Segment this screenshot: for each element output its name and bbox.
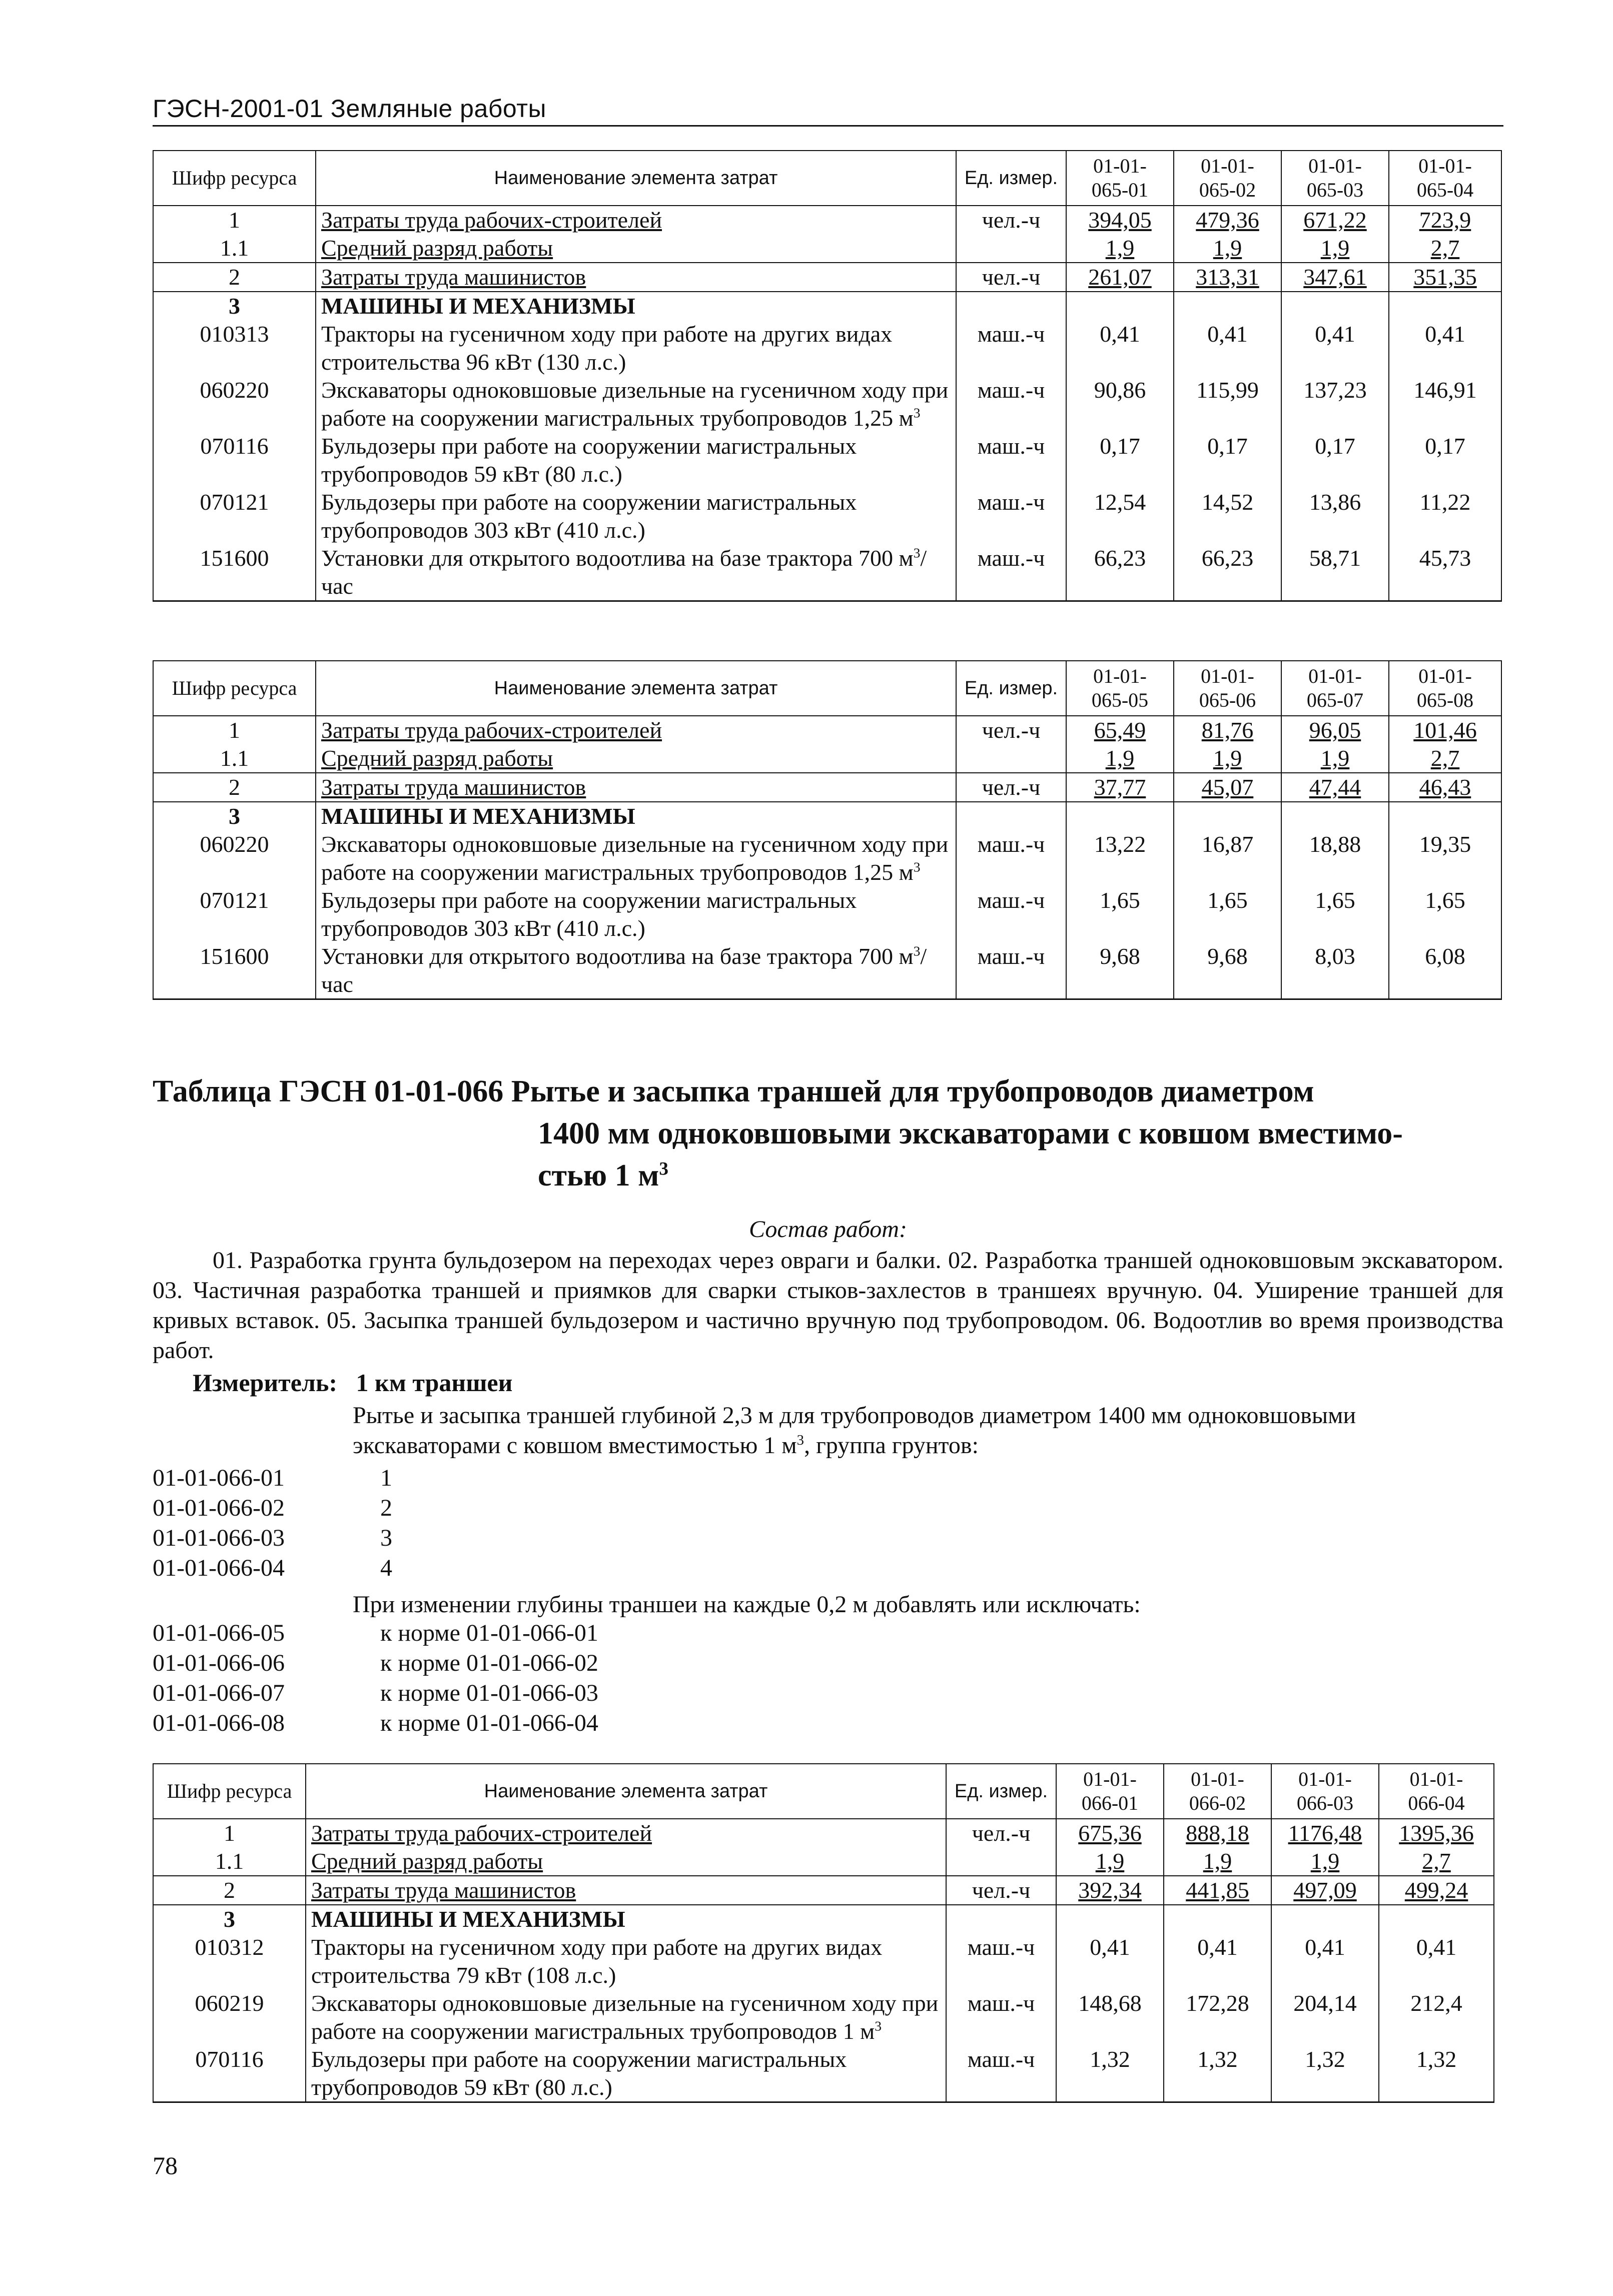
cell-value: 45,07 [1174, 773, 1281, 802]
header-norm-1: 01-01- 065-01 [1066, 151, 1174, 206]
cell-unit: маш.-ч [946, 1933, 1056, 1989]
cell-unit: маш.-ч [956, 376, 1066, 432]
cell-value: 19,35 [1389, 830, 1501, 886]
cell-value: 12,54 [1066, 488, 1174, 544]
cell-value: 0,41 [1174, 320, 1281, 376]
norm-value: к норме 01-01-066-03 [380, 1680, 598, 1706]
cell-name: Тракторы на гусеничном ходу при работе на других видах строительства 79 кВт (108 л.с.) [306, 1933, 946, 1989]
cell-code: 3 [153, 802, 316, 830]
header-norm-3: 01-01- 065-03 [1281, 151, 1389, 206]
cell-code: 1.1 [153, 744, 316, 773]
cell-name: Затраты труда рабочих-строителей [306, 1819, 946, 1847]
cell-value: 1,9 [1066, 744, 1174, 773]
norm-row [153, 1553, 392, 1583]
cell-code: 070116 [153, 432, 316, 488]
cell-value: 1,65 [1066, 886, 1174, 942]
cell-value: 81,76 [1174, 716, 1281, 744]
cell-value: 0,41 [1281, 320, 1389, 376]
cell-name: Средний разряд работы [316, 234, 956, 263]
cell-code: 070121 [153, 886, 316, 942]
header-rule [153, 125, 1503, 127]
cell-value: 441,85 [1164, 1876, 1271, 1905]
table-row [153, 1819, 1494, 1847]
cell-value: 888,18 [1164, 1819, 1271, 1847]
cell-unit: маш.-ч [956, 830, 1066, 886]
cell-value: 66,23 [1174, 544, 1281, 601]
cell-value: 1,32 [1379, 2045, 1494, 2102]
cell-name: Экскаваторы одноковшовые дизельные на гусеничном ходу при работе на сооружении магистральных трубопроводов 1,25 $м^3$ [316, 830, 956, 886]
cell-value: 1,9 [1164, 1847, 1271, 1876]
table-row [153, 292, 1501, 320]
cell-value: 6,08 [1389, 942, 1501, 999]
header-name: Наименование элемента затрат [316, 151, 956, 206]
cell-value [1281, 292, 1389, 320]
cell-value: 261,07 [1066, 263, 1174, 292]
cell-value: 115,99 [1174, 376, 1281, 432]
cell-name: Установки для открытого водоотлива на базе трактора 700 $м^3$/час [316, 544, 956, 601]
cell-value: 137,23 [1281, 376, 1389, 432]
cell-name: Экскаваторы одноковшовые дизельные на гусеничном ходу при работе на сооружении магистральных трубопроводов 1 $м^3$ [306, 1989, 946, 2045]
cell-value: 1,9 [1271, 1847, 1379, 1876]
cell-value: 1176,48 [1271, 1819, 1379, 1847]
header-norm-4: 01-01- 065-08 [1389, 661, 1501, 716]
cell-value [1066, 292, 1174, 320]
cell-code: 3 [153, 1905, 306, 1933]
cell-unit [946, 1905, 1056, 1933]
table-row [153, 802, 1501, 830]
cell-value: 2,7 [1389, 744, 1501, 773]
cell-value: 1,9 [1281, 744, 1389, 773]
cell-value: 2,7 [1389, 234, 1501, 263]
norm-row [153, 1523, 392, 1553]
cell-value: 1395,36 [1379, 1819, 1494, 1847]
table-row [153, 376, 1501, 432]
header-name: Наименование элемента затрат [306, 1764, 946, 1819]
cell-name: Экскаваторы одноковшовые дизельные на гусеничном ходу при работе на сооружении магистральных трубопроводов 1,25 $м^3$ [316, 376, 956, 432]
norm-add-instruction: При изменении глубины траншеи на каждые 0,2 м добавлять или исключать: [353, 1591, 1141, 1618]
cell-value [1379, 1905, 1494, 1933]
cell-unit: маш.-ч [956, 942, 1066, 999]
header-norm-3: 01-01- 065-07 [1281, 661, 1389, 716]
cell-value: 1,65 [1281, 886, 1389, 942]
table-row [153, 773, 1501, 802]
table-row [153, 1876, 1494, 1905]
cell-value: 66,23 [1066, 544, 1174, 601]
norm-code: 01-01-066-08 [153, 1710, 285, 1736]
cell-value: 394,05 [1066, 206, 1174, 234]
cell-value: 90,86 [1066, 376, 1174, 432]
cell-value: 1,9 [1066, 234, 1174, 263]
cell-value: 14,52 [1174, 488, 1281, 544]
table-row [153, 432, 1501, 488]
cell-value [1066, 802, 1174, 830]
cell-name: Затраты труда машинистов [316, 263, 956, 292]
cell-code: 1 [153, 1819, 306, 1847]
cell-value: 8,03 [1281, 942, 1389, 999]
table-row [153, 488, 1501, 544]
cell-unit: маш.-ч [956, 886, 1066, 942]
table-row [153, 886, 1501, 942]
cell-value: 9,68 [1174, 942, 1281, 999]
cell-value: 1,9 [1056, 1847, 1164, 1876]
cell-code: 070116 [153, 2045, 306, 2102]
cell-unit: чел.-ч [956, 773, 1066, 802]
table-row [153, 744, 1501, 773]
cell-name: Бульдозеры при работе на сооружении магистральных трубопроводов 303 кВт (410 л.с.) [316, 886, 956, 942]
header-unit: Ед. измер. [956, 661, 1066, 716]
cell-code: 1 [153, 206, 316, 234]
cell-value: 392,34 [1056, 1876, 1164, 1905]
cell-value: 347,61 [1281, 263, 1389, 292]
cell-value: 1,32 [1271, 2045, 1379, 2102]
cell-unit: чел.-ч [946, 1876, 1056, 1905]
cell-value: 675,36 [1056, 1819, 1164, 1847]
cell-name: Бульдозеры при работе на сооружении магистральных трубопроводов 59 кВт (80 л.с.) [306, 2045, 946, 2102]
header-norm-3: 01-01- 066-03 [1271, 1764, 1379, 1819]
header-norm-2: 01-01- 066-02 [1164, 1764, 1271, 1819]
cell-value: 58,71 [1281, 544, 1389, 601]
running-title: ГЭСН-2001-01 Земляные работы [153, 95, 546, 123]
measure-unit: Измеритель: 1 км траншеи [193, 1369, 513, 1397]
header-norm-4: 01-01- 066-04 [1379, 1764, 1494, 1819]
table-row [153, 830, 1501, 886]
norm-value: 2 [380, 1495, 392, 1521]
norm-value: к норме 01-01-066-02 [380, 1650, 598, 1676]
cell-unit [946, 1847, 1056, 1876]
header-norm-4: 01-01- 065-04 [1389, 151, 1501, 206]
cell-value [1281, 802, 1389, 830]
cell-value: 0,17 [1389, 432, 1501, 488]
cell-value: 148,68 [1056, 1989, 1164, 2045]
cell-unit: маш.-ч [946, 1989, 1056, 2045]
norm-row [153, 1708, 598, 1738]
cell-value: 1,65 [1174, 886, 1281, 942]
cell-value: 1,9 [1281, 234, 1389, 263]
norm-code: 01-01-066-01 [153, 1465, 285, 1491]
cell-value: 47,44 [1281, 773, 1389, 802]
cell-value [1389, 802, 1501, 830]
norm-code: 01-01-066-06 [153, 1650, 285, 1676]
cell-value: 18,88 [1281, 830, 1389, 886]
cell-value: 96,05 [1281, 716, 1389, 744]
norm-value: к норме 01-01-066-01 [380, 1620, 598, 1646]
cell-value: 146,91 [1389, 376, 1501, 432]
header-norm-2: 01-01- 065-06 [1174, 661, 1281, 716]
cell-value: 212,4 [1379, 1989, 1494, 2045]
header-unit: Ед. измер. [956, 151, 1066, 206]
cell-unit: маш.-ч [946, 2045, 1056, 2102]
cell-value: 313,31 [1174, 263, 1281, 292]
cell-value: 499,24 [1379, 1876, 1494, 1905]
cell-code: 3 [153, 292, 316, 320]
cell-value: 0,41 [1164, 1933, 1271, 1989]
resource-table-065-b [153, 660, 1502, 1000]
cell-code: 010313 [153, 320, 316, 376]
cell-unit: маш.-ч [956, 488, 1066, 544]
norm-row [153, 1493, 392, 1523]
section-title-line1: Таблица ГЭСН 01-01-066 Рытье и засыпка траншей для трубопроводов диаметром [153, 1074, 1314, 1108]
header-code: Шифр ресурса [153, 1764, 306, 1819]
cell-code: 2 [153, 1876, 306, 1905]
table-row [153, 2045, 1494, 2102]
table-row [153, 1933, 1494, 1989]
cell-name: Установки для открытого водоотлива на базе трактора 700 $м^3$/час [316, 942, 956, 999]
cell-name: Тракторы на гусеничном ходу при работе на других видах строительства 96 кВт (130 л.с.) [316, 320, 956, 376]
cell-name: Затраты труда машинистов [316, 773, 956, 802]
header-name: Наименование элемента затрат [316, 661, 956, 716]
cell-value: 479,36 [1174, 206, 1281, 234]
resource-table-065-a [153, 150, 1502, 602]
cell-value [1174, 802, 1281, 830]
cell-code: 2 [153, 263, 316, 292]
composition-text: 01. Разработка грунта бульдозером на переходах через овраги и балки. 02. Разработка траншей одноковшовым экскаватором. 03. Частичная разработка траншей и приямков для сварки стыков-захлестов в траншеях вручную. 04. Уширение траншей для кривых вставок. 05. Засыпка траншей бульдозером и частично вручную под трубопроводом. 06. Водоотлив во время производства работ. [153, 1247, 1503, 1364]
header-norm-2: 01-01- 065-02 [1174, 151, 1281, 206]
norm-row [153, 1618, 598, 1648]
cell-name: Затраты труда машинистов [306, 1876, 946, 1905]
cell-value: 172,28 [1164, 1989, 1271, 2045]
cell-unit: чел.-ч [956, 206, 1066, 234]
cell-value: 13,22 [1066, 830, 1174, 886]
table-row [153, 716, 1501, 744]
resource-table-066 [153, 1763, 1494, 2103]
table-row [153, 234, 1501, 263]
cell-value: 37,77 [1066, 773, 1174, 802]
cell-value: 0,41 [1389, 320, 1501, 376]
cell-unit: чел.-ч [956, 716, 1066, 744]
cell-value: 1,9 [1174, 744, 1281, 773]
cell-value: 65,49 [1066, 716, 1174, 744]
header-code: Шифр ресурса [153, 151, 316, 206]
cell-name: Бульдозеры при работе на сооружении магистральных трубопроводов 59 кВт (80 л.с.) [316, 432, 956, 488]
cell-value: 204,14 [1271, 1989, 1379, 2045]
norm-value: к норме 01-01-066-04 [380, 1710, 598, 1736]
cell-name: Средний разряд работы [306, 1847, 946, 1876]
cell-value: 0,17 [1066, 432, 1174, 488]
table-row [153, 942, 1501, 999]
cell-value: 497,09 [1271, 1876, 1379, 1905]
cell-name: Затраты труда рабочих-строителей [316, 716, 956, 744]
cell-unit: маш.-ч [956, 544, 1066, 601]
cell-value: 1,32 [1056, 2045, 1164, 2102]
cell-code: 151600 [153, 942, 316, 999]
cell-unit: маш.-ч [956, 320, 1066, 376]
section-title-line3 [538, 1155, 668, 1197]
table-row [153, 1905, 1494, 1933]
table-row [153, 544, 1501, 601]
header-unit: Ед. измер. [946, 1764, 1056, 1819]
section-title-line2: 1400 мм одноковшовыми экскаваторами с ковшом вместимо- [538, 1116, 1403, 1151]
cell-code: 060219 [153, 1989, 306, 2045]
measure-description: Рытье и засыпка траншей глубиной 2,3 м для трубопроводов диаметром 1400 мм одноковшовыми экскаваторами с ковшом вместимостью 1 $м^3$, группа грунтов: [353, 1402, 1356, 1459]
norm-row [153, 1463, 392, 1493]
header-norm-1: 01-01- 065-05 [1066, 661, 1174, 716]
cell-value: 723,9 [1389, 206, 1501, 234]
cell-value: 671,22 [1281, 206, 1389, 234]
section-title-line3-text: стью 1 $м^3$ [538, 1159, 668, 1193]
table-row [153, 1847, 1494, 1876]
header-norm-1: 01-01- 066-01 [1056, 1764, 1164, 1819]
norm-code: 01-01-066-03 [153, 1525, 285, 1551]
norm-code: 01-01-066-02 [153, 1495, 285, 1521]
cell-value: 0,41 [1271, 1933, 1379, 1989]
table-row [153, 1989, 1494, 2045]
cell-value [1389, 292, 1501, 320]
cell-name: Бульдозеры при работе на сооружении магистральных трубопроводов 303 кВт (410 л.с.) [316, 488, 956, 544]
cell-code: 2 [153, 773, 316, 802]
cell-value: 1,65 [1389, 886, 1501, 942]
header-code: Шифр ресурса [153, 661, 316, 716]
cell-code: 1.1 [153, 234, 316, 263]
cell-value [1271, 1905, 1379, 1933]
page-number: 78 [153, 2151, 178, 2179]
norm-value: 1 [380, 1465, 392, 1491]
cell-value: 0,41 [1066, 320, 1174, 376]
norm-code: 01-01-066-05 [153, 1620, 285, 1646]
norm-row [153, 1678, 598, 1708]
cell-name: Средний разряд работы [316, 744, 956, 773]
cell-code: 1 [153, 716, 316, 744]
table-row [153, 263, 1501, 292]
cell-value: 1,32 [1164, 2045, 1271, 2102]
cell-value: 101,46 [1389, 716, 1501, 744]
table-row [153, 320, 1501, 376]
cell-value: 16,87 [1174, 830, 1281, 886]
cell-unit: чел.-ч [946, 1819, 1056, 1847]
cell-value: 0,41 [1056, 1933, 1164, 1989]
cell-code: 151600 [153, 544, 316, 601]
norm-row [153, 1648, 598, 1678]
cell-value: 0,17 [1281, 432, 1389, 488]
cell-name: МАШИНЫ И МЕХАНИЗМЫ [316, 292, 956, 320]
cell-code: 1.1 [153, 1847, 306, 1876]
cell-value [1164, 1905, 1271, 1933]
table-row [153, 206, 1501, 234]
cell-value: 9,68 [1066, 942, 1174, 999]
cell-value: 45,73 [1389, 544, 1501, 601]
cell-name: МАШИНЫ И МЕХАНИЗМЫ [306, 1905, 946, 1933]
cell-value [1056, 1905, 1164, 1933]
cell-value [1174, 292, 1281, 320]
cell-code: 060220 [153, 376, 316, 432]
norm-value: 3 [380, 1525, 392, 1551]
norm-code: 01-01-066-07 [153, 1680, 285, 1706]
cell-unit [956, 744, 1066, 773]
cell-value: 1,9 [1174, 234, 1281, 263]
cell-unit [956, 802, 1066, 830]
cell-value: 46,43 [1389, 773, 1501, 802]
composition-label: Состав работ: [749, 1216, 907, 1243]
cell-unit: чел.-ч [956, 263, 1066, 292]
cell-code: 060220 [153, 830, 316, 886]
cell-code: 010312 [153, 1933, 306, 1989]
cell-value: 0,17 [1174, 432, 1281, 488]
cell-value: 351,35 [1389, 263, 1501, 292]
cell-unit [956, 292, 1066, 320]
cell-unit [956, 234, 1066, 263]
cell-name: Затраты труда рабочих-строителей [316, 206, 956, 234]
cell-unit: маш.-ч [956, 432, 1066, 488]
cell-value: 2,7 [1379, 1847, 1494, 1876]
norm-value: 4 [380, 1555, 392, 1581]
cell-value: 11,22 [1389, 488, 1501, 544]
cell-code: 070121 [153, 488, 316, 544]
cell-name: МАШИНЫ И МЕХАНИЗМЫ [316, 802, 956, 830]
norm-code: 01-01-066-04 [153, 1555, 285, 1581]
cell-value: 0,41 [1379, 1933, 1494, 1989]
cell-value: 13,86 [1281, 488, 1389, 544]
